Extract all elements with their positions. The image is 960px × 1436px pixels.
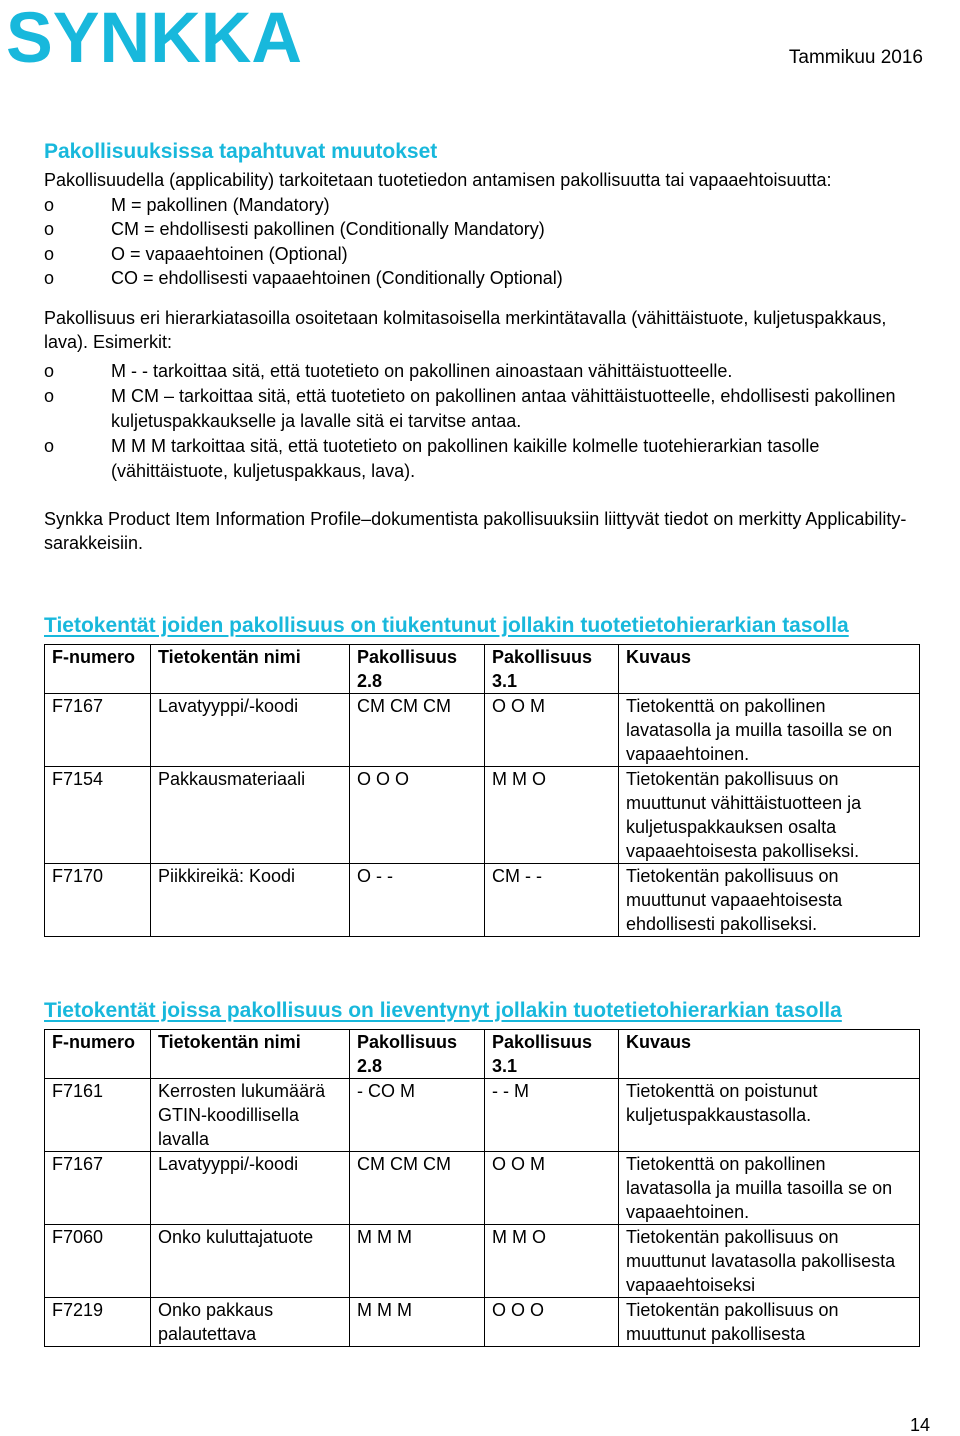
- examples-list: [44, 359, 924, 484]
- table-cell: Kerrosten lukumäärä GTIN-koodillisella lavalla: [151, 1078, 350, 1151]
- table-cell: CM CM CM: [350, 693, 485, 766]
- column-header: Pakollisuus 3.1: [485, 1029, 619, 1078]
- list-item: o M = pakollinen (Mandatory): [44, 193, 924, 218]
- document-date: Tammikuu 2016: [788, 47, 923, 68]
- table-cell: O O O: [485, 1297, 619, 1346]
- table-cell: Tietokenttä on poistunut kuljetuspakkaustasolla.: [619, 1078, 920, 1151]
- table-cell: Tietokentän pakollisuus on muuttunut vapaaehtoisesta ehdollisesti pakolliseksi.: [619, 863, 920, 936]
- table-cell: O O O: [350, 766, 485, 863]
- column-header: F-numero: [45, 1029, 151, 1078]
- table-row: [45, 693, 920, 766]
- table-cell: Onko pakkaus palautettava: [151, 1297, 350, 1346]
- column-header: Kuvaus: [619, 1029, 920, 1078]
- table-row: [45, 766, 920, 863]
- table-cell: Tietokentän pakollisuus on muuttunut lavatasolla pakollisesta vapaaehtoiseksi: [619, 1224, 920, 1297]
- list-item: o CM = ehdollisesti pakollinen (Conditionally Mandatory): [44, 217, 924, 242]
- list-item: o CO = ehdollisesti vapaaehtoinen (Conditionally Optional): [44, 266, 924, 291]
- table-cell: O - -: [350, 863, 485, 936]
- logo-text: SYNKKA: [6, 4, 302, 68]
- synkka-profile-paragraph: Synkka Product Item Information Profile–dokumentista pakollisuuksiin liittyvät tiedot on merkitty Applicability-sarakkeisiin.: [44, 508, 907, 553]
- table-cell: Tietokentän pakollisuus on muuttunut pakollisesta: [619, 1297, 920, 1346]
- table-cell: M M M: [350, 1297, 485, 1346]
- table-cell: F7170: [45, 863, 151, 936]
- table-cell: O O M: [485, 1151, 619, 1224]
- table-cell: Tietokenttä on pakollinen lavatasolla ja muilla tasoilla se on vapaaehtoinen.: [619, 1151, 920, 1224]
- table-cell: CM - -: [485, 863, 619, 936]
- table-cell: - - M: [485, 1078, 619, 1151]
- table-cell: F7219: [45, 1297, 151, 1346]
- table-cell: Pakkausmateriaali: [151, 766, 350, 863]
- table-cell: Lavatyyppi/-koodi: [151, 693, 350, 766]
- list-item: o O = vapaaehtoinen (Optional): [44, 242, 924, 267]
- hierarchy-paragraph: Pakollisuus eri hierarkiatasoilla osoitetaan kolmitasoisella merkintätavalla (vähittäistuote, kuljetuspakkaus, lava). Esimerkit:: [44, 307, 887, 352]
- table-cell: O O M: [485, 693, 619, 766]
- section-title: Pakollisuuksissa tapahtuvat muutokset: [44, 140, 438, 163]
- table2-title: Tietokentät joissa pakollisuus on lieventynyt jollakin tuotetietohierarkian tasolla: [44, 998, 842, 1022]
- intro-paragraph: Pakollisuudella (applicability) tarkoitetaan tuotetiedon antamisen pakollisuutta tai vapaaehtoisuutta:: [44, 170, 832, 190]
- table-row: [45, 1078, 920, 1151]
- column-header: Tietokentän nimi: [151, 1029, 350, 1078]
- column-header: Pakollisuus 3.1: [485, 644, 619, 693]
- table-cell: F7167: [45, 693, 151, 766]
- table-header-row: [45, 1029, 920, 1078]
- table-cell: F7060: [45, 1224, 151, 1297]
- column-header: Kuvaus: [619, 644, 920, 693]
- column-header: Pakollisuus 2.8: [350, 1029, 485, 1078]
- table-cell: F7161: [45, 1078, 151, 1151]
- table-cell: CM CM CM: [350, 1151, 485, 1224]
- page-number: 14: [909, 1415, 930, 1435]
- table-cell: Tietokentän pakollisuus on muuttunut vähittäistuotteen ja kuljetuspakkauksen osalta vapaaehtoisesta pakolliseksi.: [619, 766, 920, 863]
- table-cell: M M O: [485, 1224, 619, 1297]
- column-header: Pakollisuus 2.8: [350, 644, 485, 693]
- table-cell: M M O: [485, 766, 619, 863]
- table-cell: - CO M: [350, 1078, 485, 1151]
- table-header-row: [45, 644, 920, 693]
- table-cell: F7167: [45, 1151, 151, 1224]
- stricter-applicability-table: [44, 644, 920, 937]
- table-cell: M M M: [350, 1224, 485, 1297]
- table-row: [45, 1224, 920, 1297]
- list-item: o M - - tarkoittaa sitä, että tuotetieto on pakollinen ainoastaan vähittäistuotteelle.: [44, 359, 924, 384]
- page-content: [44, 138, 924, 1347]
- table-cell: F7154: [45, 766, 151, 863]
- synkka-logo: [4, 4, 304, 68]
- table-cell: Lavatyyppi/-koodi: [151, 1151, 350, 1224]
- list-item: o M M M tarkoittaa sitä, että tuotetieto on pakollinen kaikille kolmelle tuotehierarkian tasolle (vähittäistuote, kuljetuspakkaus, lava).: [44, 434, 924, 484]
- column-header: F-numero: [45, 644, 151, 693]
- list-item: o M CM – tarkoittaa sitä, että tuotetieto on pakollinen antaa vähittäistuotteelle, ehdollisesti pakollinen kuljetuspakkaukselle ja lavalle sitä ei tarvitse antaa.: [44, 384, 924, 434]
- table1-title: Tietokentät joiden pakollisuus on tiukentunut jollakin tuotetietohierarkian tasolla: [44, 613, 849, 637]
- table-cell: Onko kuluttajatuote: [151, 1224, 350, 1297]
- table-cell: Tietokenttä on pakollinen lavatasolla ja muilla tasoilla se on vapaaehtoinen.: [619, 693, 920, 766]
- table-cell: Piikkireikä: Koodi: [151, 863, 350, 936]
- applicability-options-list: [44, 193, 924, 291]
- table-row: [45, 1151, 920, 1224]
- table-row: [45, 863, 920, 936]
- column-header: Tietokentän nimi: [151, 644, 350, 693]
- relaxed-applicability-table: [44, 1029, 920, 1347]
- table-row: [45, 1297, 920, 1346]
